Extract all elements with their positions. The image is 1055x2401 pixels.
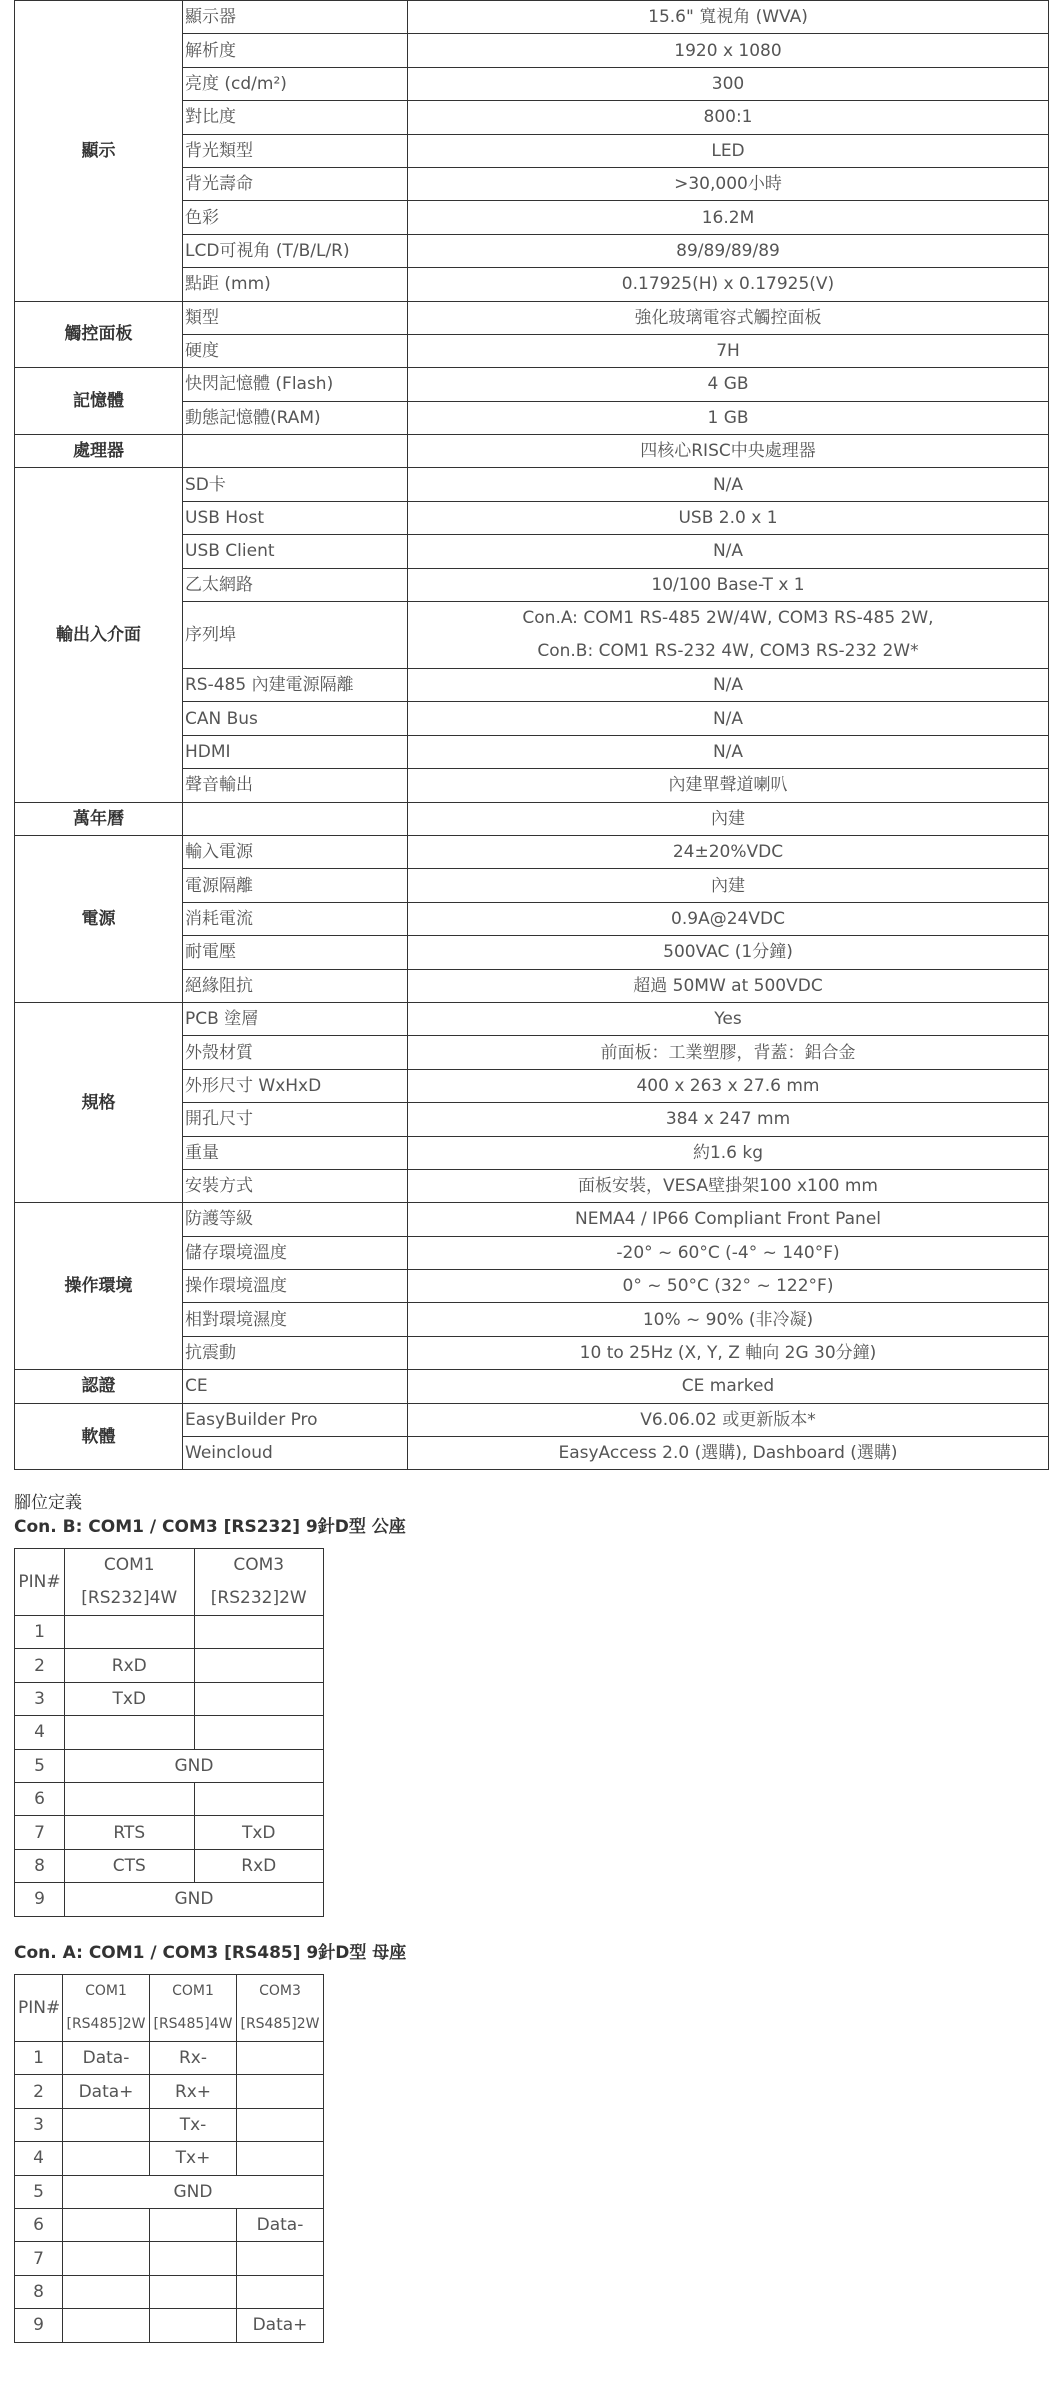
spec-category: 觸控面板 xyxy=(15,301,183,368)
spec-value xyxy=(408,1370,1049,1403)
spec-value xyxy=(408,902,1049,935)
spec-label: 操作環境溫度 xyxy=(183,1270,408,1303)
spec-row xyxy=(15,835,1049,868)
spec-value-line: 前面板：工業塑膠，背蓋：鋁合金 xyxy=(600,1042,856,1063)
spec-row xyxy=(15,1370,1049,1403)
spec-value xyxy=(408,34,1049,67)
pin-signal: Data- xyxy=(237,2208,324,2241)
spec-row xyxy=(15,1403,1049,1436)
pin-signal xyxy=(63,2142,150,2175)
spec-value-line: 300 xyxy=(711,73,745,94)
spec-label: 外形尺寸 WxHxD xyxy=(183,1069,408,1102)
spec-value-line: 7H xyxy=(716,341,740,362)
spec-value-line: CE marked xyxy=(681,1376,775,1397)
pin-signal xyxy=(63,2309,150,2342)
pin-row xyxy=(15,2309,324,2342)
spec-label: 相對環境濕度 xyxy=(183,1303,408,1336)
pin-row xyxy=(15,1682,324,1715)
spec-category: 輸出入介面 xyxy=(15,468,183,802)
spec-value-line: 強化玻璃電容式觸控面板 xyxy=(634,307,822,328)
spec-value-line: 500VAC (1分鐘) xyxy=(663,942,793,963)
spec-value xyxy=(408,1303,1049,1336)
con-b-pin-table xyxy=(14,1548,324,1917)
spec-label: 色彩 xyxy=(183,201,408,234)
spec-label: 耐電壓 xyxy=(183,936,408,969)
spec-category: 軟體 xyxy=(15,1403,183,1470)
spec-value-line: 約1.6 kg xyxy=(692,1142,764,1163)
spec-value-line: 10/100 Base-T x 1 xyxy=(651,574,805,595)
spec-value-line: 0.17925(H) x 0.17925(V) xyxy=(621,274,835,295)
spec-value xyxy=(408,535,1049,568)
spec-category: 操作環境 xyxy=(15,1203,183,1370)
spec-label xyxy=(183,802,408,835)
port-column-header-line: COM3 xyxy=(233,1555,285,1575)
spec-label: CAN Bus xyxy=(183,702,408,735)
port-column-header-line: [RS485]2W xyxy=(240,2016,320,2032)
spec-value-line: 內建單聲道喇叭 xyxy=(668,775,788,796)
spec-value xyxy=(408,936,1049,969)
pin-signal xyxy=(194,1782,324,1815)
spec-value xyxy=(408,1136,1049,1169)
spec-value xyxy=(408,1169,1049,1202)
port-column-header xyxy=(194,1549,324,1616)
pin-row xyxy=(15,1649,324,1682)
pin-row xyxy=(15,2175,324,2208)
pin-number: 9 xyxy=(15,1883,65,1916)
spec-value xyxy=(408,301,1049,334)
spec-label: 背光壽命 xyxy=(183,167,408,200)
spec-category: 規格 xyxy=(15,1002,183,1202)
spec-row xyxy=(15,468,1049,501)
spec-value xyxy=(408,969,1049,1002)
port-column-header-line: COM3 xyxy=(259,1983,301,1999)
spec-value xyxy=(408,1036,1049,1069)
pin-number: 7 xyxy=(15,2242,63,2275)
spec-label: USB Client xyxy=(183,535,408,568)
pin-signal xyxy=(150,2242,237,2275)
spec-value xyxy=(408,468,1049,501)
pin-row xyxy=(15,1782,324,1815)
spec-value-line: 0.9A@24VDC xyxy=(671,908,785,929)
port-column-header-line: [RS485]2W xyxy=(66,2016,146,2032)
con-b-title: Con. B: COM1 / COM3 [RS232] 9針D型 公座 xyxy=(14,1517,406,1537)
spec-value xyxy=(408,234,1049,267)
pin-signal xyxy=(194,1682,324,1715)
spec-value xyxy=(408,1,1049,34)
spec-value-line: LED xyxy=(711,140,745,161)
pin-signal-merged: GND xyxy=(63,2175,324,2208)
port-column-header-line: [RS232]4W xyxy=(81,1588,178,1608)
pin-row xyxy=(15,1749,324,1782)
spec-label: 開孔尺寸 xyxy=(183,1103,408,1136)
spec-label xyxy=(183,435,408,468)
pin-signal xyxy=(237,2042,324,2075)
spec-label: 乙太網路 xyxy=(183,568,408,601)
port-column-header-line: COM1 xyxy=(85,1983,127,1999)
pin-row xyxy=(15,1883,324,1916)
spec-value xyxy=(408,1069,1049,1102)
pin-number: 6 xyxy=(15,2208,63,2241)
pin-signal: Data- xyxy=(63,2042,150,2075)
spec-value xyxy=(408,101,1049,134)
spec-value xyxy=(408,1403,1049,1436)
pin-row xyxy=(15,1849,324,1882)
spec-label: 防護等級 xyxy=(183,1203,408,1236)
spec-value-line: USB 2.0 x 1 xyxy=(678,508,778,529)
pin-header: PIN# xyxy=(15,1975,63,2042)
spec-category: 認證 xyxy=(15,1370,183,1403)
spec-value-line: 16.2M xyxy=(701,207,755,228)
spec-value xyxy=(408,167,1049,200)
pin-number: 3 xyxy=(15,1682,65,1715)
pin-number: 4 xyxy=(15,2142,63,2175)
spec-value xyxy=(408,869,1049,902)
pin-signal: Rx- xyxy=(150,2042,237,2075)
spec-value-line: EasyAccess 2.0 (選購), Dashboard (選購) xyxy=(558,1443,898,1464)
pin-signal xyxy=(237,2075,324,2108)
pin-signal xyxy=(194,1649,324,1682)
spec-value-line: 內建 xyxy=(711,808,745,829)
pin-number: 3 xyxy=(15,2108,63,2141)
spec-label: 外殼材質 xyxy=(183,1036,408,1069)
pin-row xyxy=(15,2042,324,2075)
spec-label: 類型 xyxy=(183,301,408,334)
spec-value xyxy=(408,368,1049,401)
spec-row xyxy=(15,435,1049,468)
spec-value-line: Con.A: COM1 RS-485 2W/4W, COM3 RS-485 2W, xyxy=(522,608,934,629)
spec-label: CE xyxy=(183,1370,408,1403)
spec-label: USB Host xyxy=(183,501,408,534)
pin-signal xyxy=(150,2208,237,2241)
spec-value-line: 1920 x 1080 xyxy=(674,40,782,61)
pin-signal xyxy=(63,2242,150,2275)
pin-row xyxy=(15,2275,324,2308)
pin-number: 2 xyxy=(15,2075,63,2108)
spec-value xyxy=(408,501,1049,534)
pin-header: PIN# xyxy=(15,1549,65,1616)
spec-label: EasyBuilder Pro xyxy=(183,1403,408,1436)
spec-label: 消耗電流 xyxy=(183,902,408,935)
spec-row xyxy=(15,368,1049,401)
pin-signal xyxy=(194,1716,324,1749)
spec-label: HDMI xyxy=(183,735,408,768)
pin-signal: RxD xyxy=(194,1849,324,1882)
pin-signal xyxy=(150,2275,237,2308)
port-column-header-line: [RS232]2W xyxy=(210,1588,307,1608)
port-column-header xyxy=(63,1975,150,2042)
con-a-title: Con. A: COM1 / COM3 [RS485] 9針D型 母座 xyxy=(14,1943,407,1963)
spec-value xyxy=(408,201,1049,234)
spec-category: 處理器 xyxy=(15,435,183,468)
spec-value xyxy=(408,1336,1049,1369)
spec-value-line: N/A xyxy=(712,474,744,495)
pin-signal xyxy=(65,1716,195,1749)
spec-value-line: 四核心RISC中央處理器 xyxy=(640,441,816,462)
pin-signal xyxy=(237,2242,324,2275)
port-column-header-line: [RS485]4W xyxy=(153,2016,233,2032)
spec-value-line: -20° ~ 60°C (-4° ~ 140°F) xyxy=(616,1242,840,1263)
spec-value-line: 1 GB xyxy=(707,407,749,428)
spec-value-line: 10 to 25Hz (X, Y, Z 軸向 2G 30分鐘) xyxy=(579,1343,877,1364)
pin-number: 4 xyxy=(15,1716,65,1749)
spec-label: RS-485 內建電源隔離 xyxy=(183,669,408,702)
port-column-header xyxy=(150,1975,237,2042)
pin-header-row xyxy=(15,1549,324,1616)
spec-label: 亮度 (cd/m²) xyxy=(183,67,408,100)
spec-label: LCD可視角 (T/B/L/R) xyxy=(183,234,408,267)
spec-value xyxy=(408,702,1049,735)
pin-signal xyxy=(65,1782,195,1815)
spec-value-line: 15.6" 寬視角 (WVA) xyxy=(648,7,808,28)
pin-row xyxy=(15,2142,324,2175)
spec-label: Weincloud xyxy=(183,1437,408,1470)
spec-value-line: 384 x 247 mm xyxy=(665,1109,791,1130)
pin-number: 2 xyxy=(15,1649,65,1682)
spec-value xyxy=(408,1103,1049,1136)
spec-category: 記憶體 xyxy=(15,368,183,435)
spec-value-line: >30,000小時 xyxy=(674,174,782,195)
pin-number: 7 xyxy=(15,1816,65,1849)
pin-signal: TxD xyxy=(65,1682,195,1715)
pin-row xyxy=(15,1616,324,1649)
spec-value-line: N/A xyxy=(712,742,744,762)
spec-label: 絕緣阻抗 xyxy=(183,969,408,1002)
spec-label: 快閃記憶體 (Flash) xyxy=(183,368,408,401)
pin-signal xyxy=(63,2275,150,2308)
pin-number: 1 xyxy=(15,2042,63,2075)
spec-value xyxy=(408,1002,1049,1035)
spec-value xyxy=(408,735,1049,768)
spec-value xyxy=(408,802,1049,835)
pin-row xyxy=(15,2242,324,2275)
spec-label: 重量 xyxy=(183,1136,408,1169)
spec-row xyxy=(15,1203,1049,1236)
spec-value xyxy=(408,268,1049,301)
spec-value-line: N/A xyxy=(712,708,744,729)
port-column-header xyxy=(237,1975,324,2042)
spec-value xyxy=(408,1236,1049,1269)
spec-row xyxy=(15,1,1049,34)
spec-value-line: 面板安裝，VESA壁掛架100 x100 mm xyxy=(578,1176,878,1197)
spec-label: 輸入電源 xyxy=(183,835,408,868)
pin-number: 8 xyxy=(15,1849,65,1882)
spec-value xyxy=(408,1270,1049,1303)
spec-label: 儲存環境溫度 xyxy=(183,1236,408,1269)
port-column-header-line: COM1 xyxy=(103,1555,155,1575)
spec-label: 聲音輸出 xyxy=(183,769,408,802)
spec-label: 序列埠 xyxy=(183,602,408,669)
spec-label: 硬度 xyxy=(183,334,408,367)
spec-value-line: 400 x 263 x 27.6 mm xyxy=(636,1075,820,1096)
spec-value-line: 800:1 xyxy=(703,107,753,128)
spec-category: 萬年曆 xyxy=(15,802,183,835)
spec-value xyxy=(408,134,1049,167)
pin-definition-title: 腳位定義 xyxy=(14,1493,82,1513)
pin-number: 5 xyxy=(15,2175,63,2208)
spec-value-line: Yes xyxy=(714,1009,742,1030)
pin-signal xyxy=(194,1616,324,1649)
pin-signal: Tx+ xyxy=(150,2142,237,2175)
pin-signal: Data+ xyxy=(237,2309,324,2342)
spec-value-line: 超過 50MW at 500VDC xyxy=(633,975,823,996)
spec-row xyxy=(15,301,1049,334)
pin-row xyxy=(15,2108,324,2141)
port-column-header-line: COM1 xyxy=(172,1983,214,1999)
spec-value-line: 內建 xyxy=(711,875,745,896)
spec-label: 動態記憶體(RAM) xyxy=(183,401,408,434)
spec-value xyxy=(408,334,1049,367)
spec-value xyxy=(408,435,1049,468)
pin-signal: Data+ xyxy=(63,2075,150,2108)
pin-signal xyxy=(237,2275,324,2308)
pin-number: 8 xyxy=(15,2275,63,2308)
pin-signal xyxy=(237,2142,324,2175)
spec-value-line: N/A xyxy=(712,541,744,562)
spec-value-line: NEMA4 / IP66 Compliant Front Panel xyxy=(575,1209,881,1230)
spec-label: 電源隔離 xyxy=(183,869,408,902)
pin-signal: CTS xyxy=(65,1849,195,1882)
spec-row xyxy=(15,802,1049,835)
spec-value-line: 89/89/89/89 xyxy=(676,240,780,261)
spec-label: 點距 (mm) xyxy=(183,268,408,301)
pin-signal xyxy=(237,2108,324,2141)
pin-number: 6 xyxy=(15,1782,65,1815)
spec-value xyxy=(408,835,1049,868)
spec-label: 對比度 xyxy=(183,101,408,134)
pin-signal xyxy=(63,2108,150,2141)
pin-header-row xyxy=(15,1975,324,2042)
spec-label: 背光類型 xyxy=(183,134,408,167)
pin-row xyxy=(15,1716,324,1749)
spec-value-line: N/A xyxy=(712,675,744,696)
pin-row xyxy=(15,2075,324,2108)
spec-label: SD卡 xyxy=(183,468,408,501)
spec-label: 顯示器 xyxy=(183,1,408,34)
spec-label: 安裝方式 xyxy=(183,1169,408,1202)
pin-number: 1 xyxy=(15,1616,65,1649)
con-a-pin-table xyxy=(14,1974,324,2343)
spec-value xyxy=(408,769,1049,802)
spec-value-line: 4 GB xyxy=(707,374,749,395)
spec-value xyxy=(408,568,1049,601)
spec-value-line: 10% ~ 90% (非冷凝) xyxy=(642,1309,814,1330)
pin-signal xyxy=(63,2208,150,2241)
spec-label: 抗震動 xyxy=(183,1336,408,1369)
pin-signal: RxD xyxy=(65,1649,195,1682)
pin-signal xyxy=(150,2309,237,2342)
spec-category: 電源 xyxy=(15,835,183,1002)
pin-number: 9 xyxy=(15,2309,63,2342)
spec-category: 顯示 xyxy=(15,1,183,302)
pin-signal xyxy=(65,1616,195,1649)
spec-value xyxy=(408,602,1049,669)
spec-label: PCB 塗層 xyxy=(183,1002,408,1035)
pin-signal: TxD xyxy=(194,1816,324,1849)
pin-signal: RTS xyxy=(65,1816,195,1849)
pin-signal-merged: GND xyxy=(65,1883,324,1916)
pin-signal: Tx- xyxy=(150,2108,237,2141)
spec-label: 解析度 xyxy=(183,34,408,67)
spec-value xyxy=(408,1437,1049,1470)
pin-row xyxy=(15,1816,324,1849)
pin-row xyxy=(15,2208,324,2241)
spec-value xyxy=(408,669,1049,702)
port-column-header xyxy=(65,1549,195,1616)
spec-value-line: 24±20%VDC xyxy=(672,842,784,863)
spec-value-line: Con.B: COM1 RS-232 4W, COM3 RS-232 2W* xyxy=(537,641,919,662)
specification-table xyxy=(14,0,1049,1470)
spec-value-line: 0° ~ 50°C (32° ~ 122°F) xyxy=(622,1276,834,1297)
pin-signal: Rx+ xyxy=(150,2075,237,2108)
pin-signal-merged: GND xyxy=(65,1749,324,1782)
spec-value xyxy=(408,401,1049,434)
spec-value xyxy=(408,67,1049,100)
spec-value-line: V6.06.02 或更新版本* xyxy=(640,1409,816,1430)
spec-row xyxy=(15,1002,1049,1035)
pin-number: 5 xyxy=(15,1749,65,1782)
spec-value xyxy=(408,1203,1049,1236)
